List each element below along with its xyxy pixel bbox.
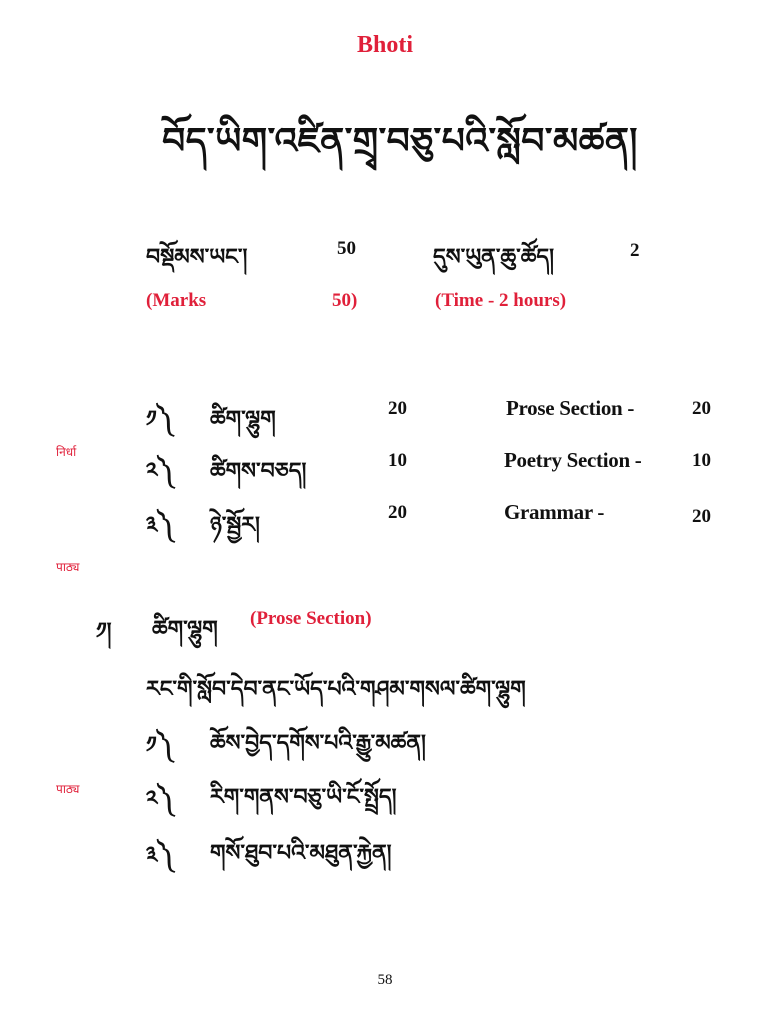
section-english-marks: 20 bbox=[692, 398, 711, 419]
section-marks: 20 bbox=[388, 502, 407, 523]
prose-item-text: ཆོས་བྱེད་དགོས་པའི་རྒྱུ་མཚན། bbox=[210, 730, 426, 756]
section-tibetan: ཉེ་སྦྱོར། bbox=[210, 512, 260, 538]
page-number: 58 bbox=[377, 972, 393, 988]
marks-english-value: 50) bbox=[332, 290, 358, 311]
section-english-marks: 10 bbox=[692, 450, 711, 471]
section-tibetan: ཚིགས་བཅད། bbox=[210, 458, 307, 484]
time-value: 2 bbox=[630, 240, 640, 261]
section-english: Prose Section - bbox=[506, 396, 635, 420]
side-label-3: पाठ्य bbox=[56, 782, 80, 796]
time-english: (Time - 2 hours) bbox=[435, 290, 567, 311]
section-number: ༡༽ bbox=[146, 406, 173, 432]
section-english-marks: 20 bbox=[692, 506, 711, 527]
prose-tibetan: ཚིག་ལྷུག bbox=[152, 616, 218, 642]
side-label-2: पाठ्य bbox=[56, 560, 80, 574]
section-number: ༣༽ bbox=[146, 512, 174, 538]
prose-item-text: རིག་གནས་བཅུ་ཡི་ངོ་སྤྲོད། bbox=[210, 784, 397, 810]
time-tibetan: དུས་ཡུན་ཆུ་ཚོད། bbox=[433, 244, 555, 270]
side-label-1: निर्धा bbox=[56, 445, 77, 459]
prose-item-number: ༣༽ bbox=[146, 842, 174, 868]
prose-item-text: གསོ་ཐུབ་པའི་མཐུན་རྐྱེན། bbox=[210, 840, 392, 866]
section-english: Poetry Section - bbox=[504, 448, 642, 472]
prose-intro: རང་གི་སློབ་དེབ་ནང་ཡོད་པའི་གཤམ་གསལ་ཚིག་ལྷུག bbox=[146, 676, 526, 702]
section-marks: 10 bbox=[388, 450, 407, 471]
prose-english: (Prose Section) bbox=[250, 608, 372, 629]
prose-number: ༡། bbox=[96, 618, 112, 644]
marks-english: (Marks bbox=[146, 290, 207, 311]
marks-tibetan: བསྡོམས་ཡང་། bbox=[146, 244, 248, 270]
prose-item-number: ༡༽ bbox=[146, 732, 173, 758]
prose-item-number: ༢༽ bbox=[146, 786, 174, 812]
marks-value: 50 bbox=[337, 238, 356, 259]
section-number: ༢༽ bbox=[146, 458, 174, 484]
section-marks: 20 bbox=[388, 398, 407, 419]
section-english: Grammar - bbox=[504, 500, 605, 524]
section-tibetan: ཚིག་ལྷུག bbox=[210, 406, 276, 432]
page-title: Bhoti bbox=[356, 32, 413, 58]
tibetan-title: བོད་ཡིག་འཛིན་གྲྭ་བཅུ་པའི་སློབ་མཚན། bbox=[162, 120, 638, 162]
